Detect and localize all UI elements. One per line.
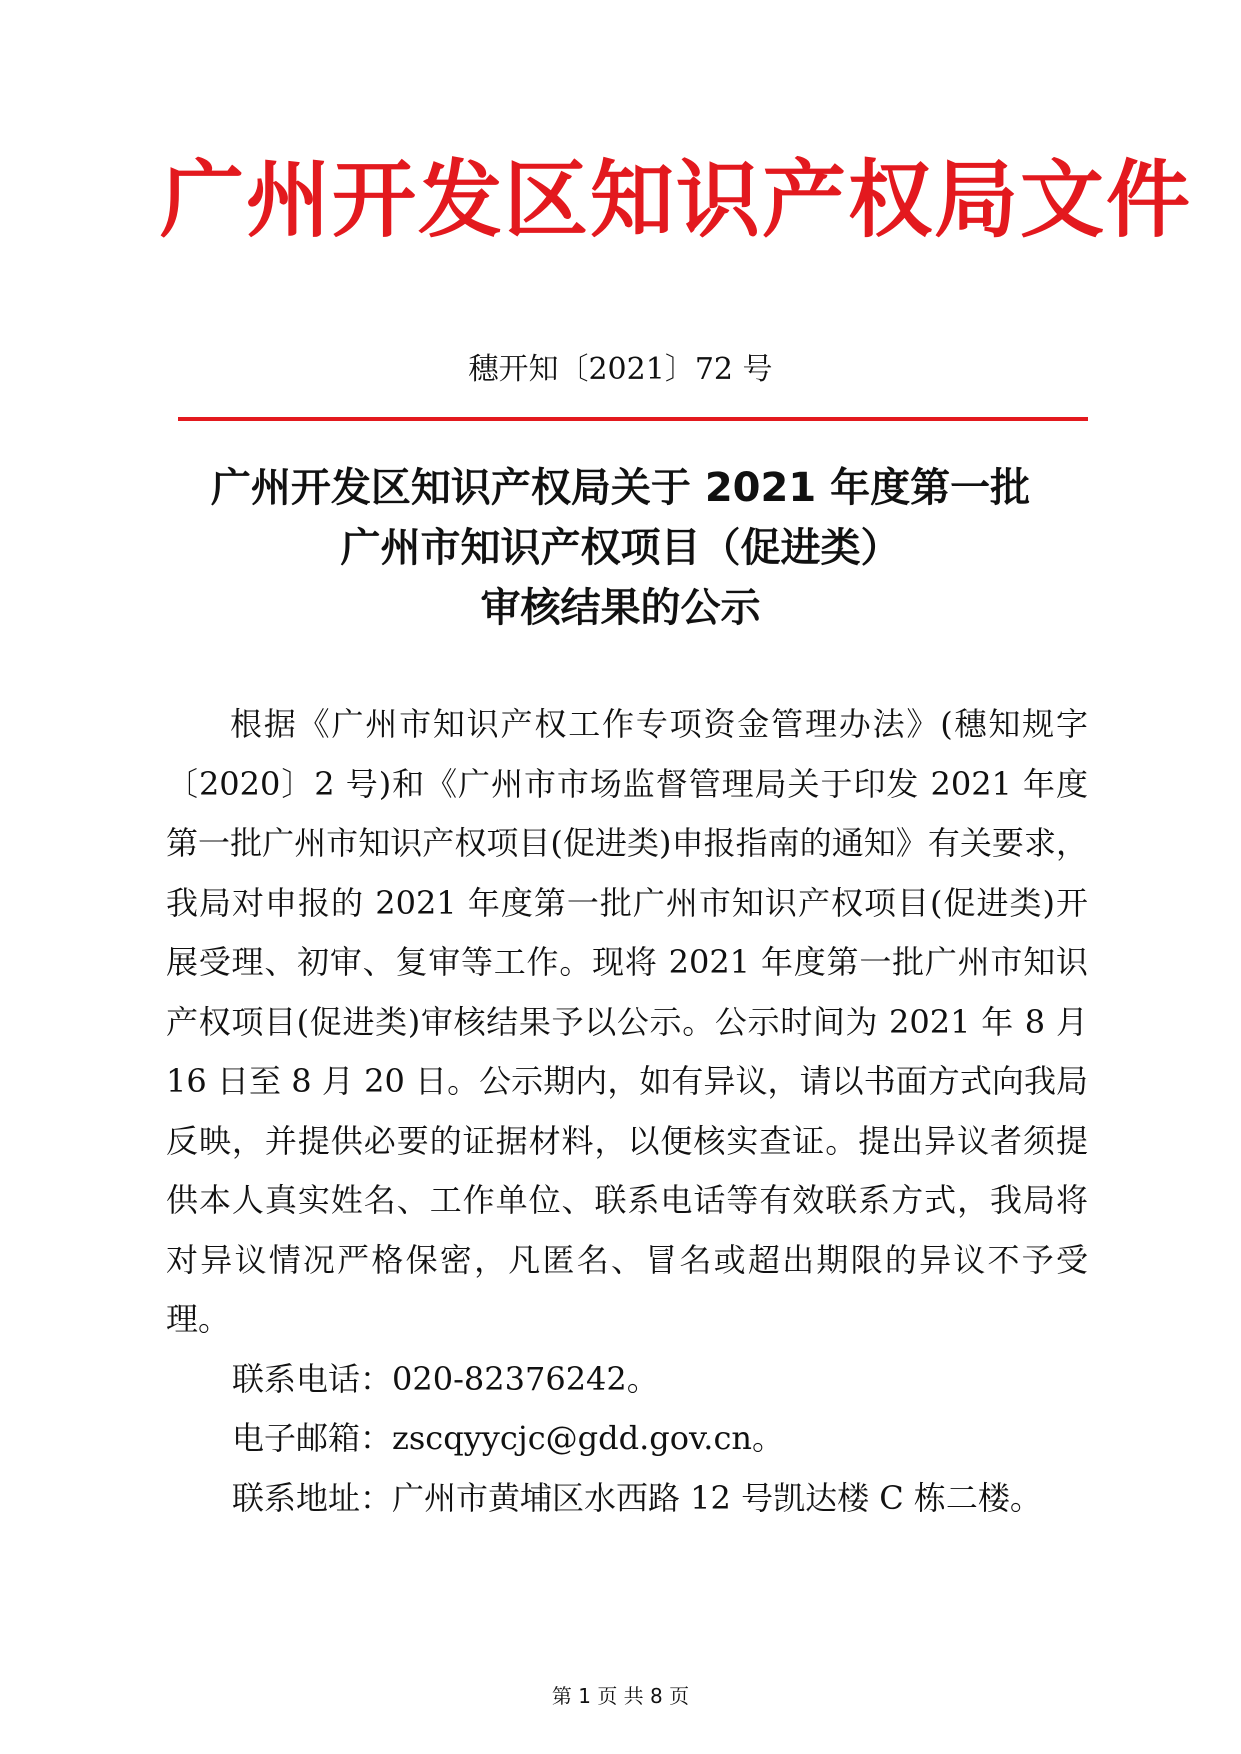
issuer-title: 广州开发区知识产权局文件 [160, 151, 1193, 249]
notice-title-line-1: 广州开发区知识产权局关于 2021 年度第一批 [210, 465, 1031, 511]
contact-address: 联系地址：广州市黄埔区水西路 12 号凯达楼 C 栋二楼。 [232, 1478, 1042, 1517]
body-paragraph: 根据《广州市知识产权工作专项资金管理办法》(穗知规字〔2020〕2 号)和《广州市市场监督管理局关于印发 2021 年度第一批广州市知识产权项目(促进类)申报指南的通知》有关要求，我局对申报的 2021 年度第一批广州市知识产权项目(促进类)开展受理、初审、复审等工作。现将 2021 年度第一批广州市知识产权项目(促进类)审核结果予以公示。公示时间为 2021 年 8 月 16 日至 8 月 20 日。公示期内，如有异议，请以书面方式向我局反映，并提供必要的证据材料，以便核实查证。提出异议者须提供本人真实姓名、工作单位、联系电话等有效联系方式，我局将对异议情况严格保密，凡匿名、冒名或超出期限的异议不予受理。 [166, 705, 1088, 1338]
page-indicator: 第 1 页 共 8 页 [551, 1684, 690, 1708]
contact-phone: 联系电话：020-82376242。 [232, 1359, 659, 1398]
notice-title-line-3: 审核结果的公示 [480, 585, 761, 631]
notice-title [0, 458, 1241, 638]
red-divider [178, 417, 1088, 421]
notice-title-line-2: 广州市知识产权项目（促进类） [340, 525, 901, 571]
notice-body [166, 695, 1088, 1528]
contact-email: 电子邮箱：zscqyycjc@gdd.gov.cn。 [232, 1419, 784, 1457]
document-number: 穗开知〔2021〕72 号 [468, 352, 773, 387]
